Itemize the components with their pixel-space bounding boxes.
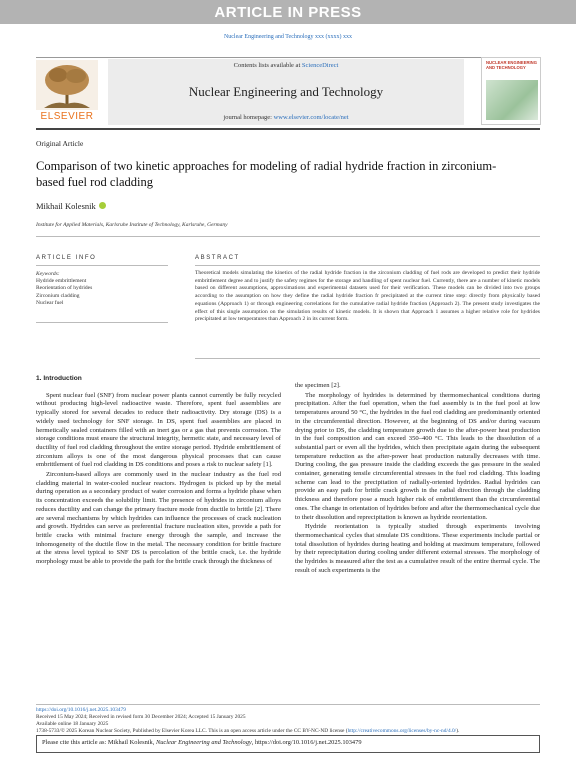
keywords-block: [36, 271, 92, 307]
journal-reference[interactable]: Nuclear Engineering and Technology xxx (xxxx) xxx: [223, 34, 353, 40]
footer: [36, 707, 540, 735]
keyword: Reorientation of hydrides: [36, 285, 93, 292]
doi-link[interactable]: https://doi.org/10.1016/j.net.2025.103479: [36, 707, 126, 713]
author-name[interactable]: Mikhail Kolesnik: [36, 201, 96, 211]
paragraph: Hydride reorientation is typically studied through experiments involving thermomechanical cycles that simulate DS conditions. These experiments include partial or total dissolution of hydrides during heating and holding at maximum temperature, followed by their reprecipitation during cooling under different external stresses. The morphology of the hydrides is measured after the test as a cumulative result of the entire thermal cycle. The result of such experiments is the: [295, 523, 540, 574]
paragraph: Spent nuclear fuel (SNF) from nuclear power plants cannot currently be fully recycled without producing high-level radioactive waste. Therefore, spent fuel assemblies are typically stored for several decades to reduce their radioactivity. Dry storage (DS) is a widely used technology for SNF storage. In DS, spent fuel assemblies are placed in hermetically sealed containers filled with an inert gas or a gas that prevents corrosion. The storage conditions must ensure the structural integrity, hermetic state, and necessary level of ductility of fuel rod cladding throughout the entire storage period. Hydride embrittlement of zirconium alloys is one of the most dangerous physical processes that can cause embrittlement of fuel rod cladding in DS conditions and poses a risk to nuclear safety [1].: [36, 391, 281, 469]
cite-journal: Nuclear Engineering and Technology: [155, 739, 252, 746]
elsevier-logo[interactable]: [36, 60, 98, 124]
cover-title: NUCLEAR ENGINEERING AND TECHNOLOGY: [486, 60, 537, 70]
cover-image: [486, 80, 538, 120]
cite-prefix: Please cite this article as: Mikhail Kolesnik,: [42, 739, 156, 746]
cite-suffix[interactable]: , https://doi.org/10.1016/j.net.2025.103479: [251, 739, 362, 746]
author-line: [36, 201, 106, 211]
license-suffix: ).: [456, 728, 460, 735]
header-top-rule: [36, 57, 540, 58]
divider: [36, 265, 168, 266]
homepage-prefix: journal homepage:: [223, 114, 274, 121]
homepage-line: [108, 114, 464, 121]
paragraph: Zirconium-based alloys are commonly used in the nuclear industry as the fuel rod cladding material in water-cooled nuclear reactors. Hydrogen is picked up by the metal during operation as a secondary product of water corrosion and forms a hydride phase when its concentration exceeds the solubility limit. The presence of hydrides in zirconium alloys reduces ductility and can change the primary fracture mode from ductile to brittle [2]. There are several mechanisms by which hydrides can influence the processes of crack nucleation and growth. Hydrides can serve as preferential fracture nucleation sites, provide a path for brittle cracks with minimal fracture energy through the sample, and increase the inhomogeneity of the ductile flow in the metal. The necessary condition for brittle fracture at the stress level typical to SNF DS is percolation of the brittle crack, i.e. the hydride morphology must be able to provide the path for the brittle crack through the thickness of: [36, 471, 281, 566]
received-dates: Received 15 May 2024; Received in revised form 30 December 2024; Accepted 15 January 2025: [36, 714, 246, 721]
keywords-label: Keywords:: [36, 271, 60, 277]
paragraph: the specimen [2].: [295, 382, 341, 389]
divider: [195, 265, 540, 266]
orcid-icon[interactable]: [99, 202, 106, 209]
keyword: Hydride embrittlement: [36, 278, 87, 285]
sciencedirect-link[interactable]: ScienceDirect: [301, 62, 339, 69]
citation-box: [36, 735, 540, 753]
journal-title: Nuclear Engineering and Technology: [188, 84, 384, 99]
divider: [36, 236, 540, 237]
divider: [36, 322, 168, 323]
affiliation: Institute for Applied Materials, Karlsruhe Institute of Technology, Karlsruhe, Germany: [36, 222, 228, 228]
article-type: Original Article: [36, 139, 84, 148]
homepage-link[interactable]: www.elsevier.com/locate/net: [273, 114, 349, 121]
body-column-right: [295, 382, 540, 576]
abstract-heading: ABSTRACT: [195, 255, 240, 261]
header-bottom-rule: [36, 128, 540, 130]
contents-line: [108, 62, 464, 69]
keyword: Nuclear fuel: [36, 299, 64, 306]
elsevier-tree-icon: [36, 60, 98, 110]
body-column-left: [36, 375, 281, 568]
banner-text: ARTICLE IN PRESS: [214, 3, 362, 21]
publisher-name: ELSEVIER: [40, 111, 94, 122]
contents-prefix: Contents lists available at: [233, 62, 302, 69]
journal-cover[interactable]: [481, 57, 541, 125]
abstract-text: Theoretical models simulating the kinetics of the radial hydride fraction in the zirconium cladding of fuel rods are developed to predict their hydride embrittlement degree and to justify the safety regimes for the storage and handling of spent nuclear fuel. Currently, there are a number of kinetic models based on different assumptions, approximations and experimental datasets used for their verification. These models can be divided into two groups according to the assumption on how they define the radial hydride fraction fr precipitated at the current time step: directly from physically based equations (Approach 1) or through engineering correlations for the cumulative radial hydride fraction (Approach 2). The present study investigates the effect of this single assumption on the simulation results of kinetic models. It is shown that Approach 1 assumes a higher relative role for hydrides precipitated at low temperatures than Approach 2 in its current form.: [195, 270, 540, 323]
section-title: 1. Introduction: [36, 375, 82, 382]
license-prefix: 1738-5733/© 2025 Korean Nuclear Society, Published by Elsevier Korea LLC. This is an open access article under the CC BY-NC-ND license (: [36, 728, 348, 735]
license-link[interactable]: http://creativecommons.org/licenses/by-nc-nd/4.0/: [347, 728, 457, 735]
keyword: Zirconium cladding: [36, 292, 80, 299]
available-online: Available online 18 January 2025: [36, 721, 109, 728]
article-in-press-banner: [0, 0, 576, 24]
article-title: Comparison of two kinetic approaches for modeling of radial hydride fraction in zirconium-based fuel rod cladding: [36, 159, 497, 189]
journal-header-box: [108, 59, 464, 125]
paragraph: The morphology of hydrides is determined by thermomechanical conditions during precipitation. After the fuel operation, when the fuel assembly is in the fuel pool at low temperatures around 50 °C, the hydrides in the fuel rod cladding are predominantly oriented in the circumferential direction. However, at the beginning of DS and/or during vacuum drying prior to DS, the cladding temperature growth due to the after-power heat production in the fuel composition and can exceed 350–400 °C. This leads to the dissolution of a substantial part or even all the hydrides, which then precipitate again during the subsequent temperature reduction as the after-power heat production naturally decreases with time. During cooling, the gas pressure inside the cladding exceeds the gas pressure in the sealed container, generating tensile circumferential stresses in the fuel rod cladding. This loading scheme can lead to the precipitation of radially-oriented hydrides. Radial hydrides can provide an easy path for brittle crack growth in the radial direction through the cladding thickness and therefore pose a much higher risk of embrittlement than the circumferential ones. The change in orientation of hydrides before and after the thermomechanical cycle due to their dissolution and reprecipitation is known as hydride reorientation.: [295, 391, 540, 521]
footer-rule: [36, 704, 540, 705]
divider: [195, 358, 540, 359]
article-info-heading: ARTICLE INFO: [36, 255, 97, 261]
